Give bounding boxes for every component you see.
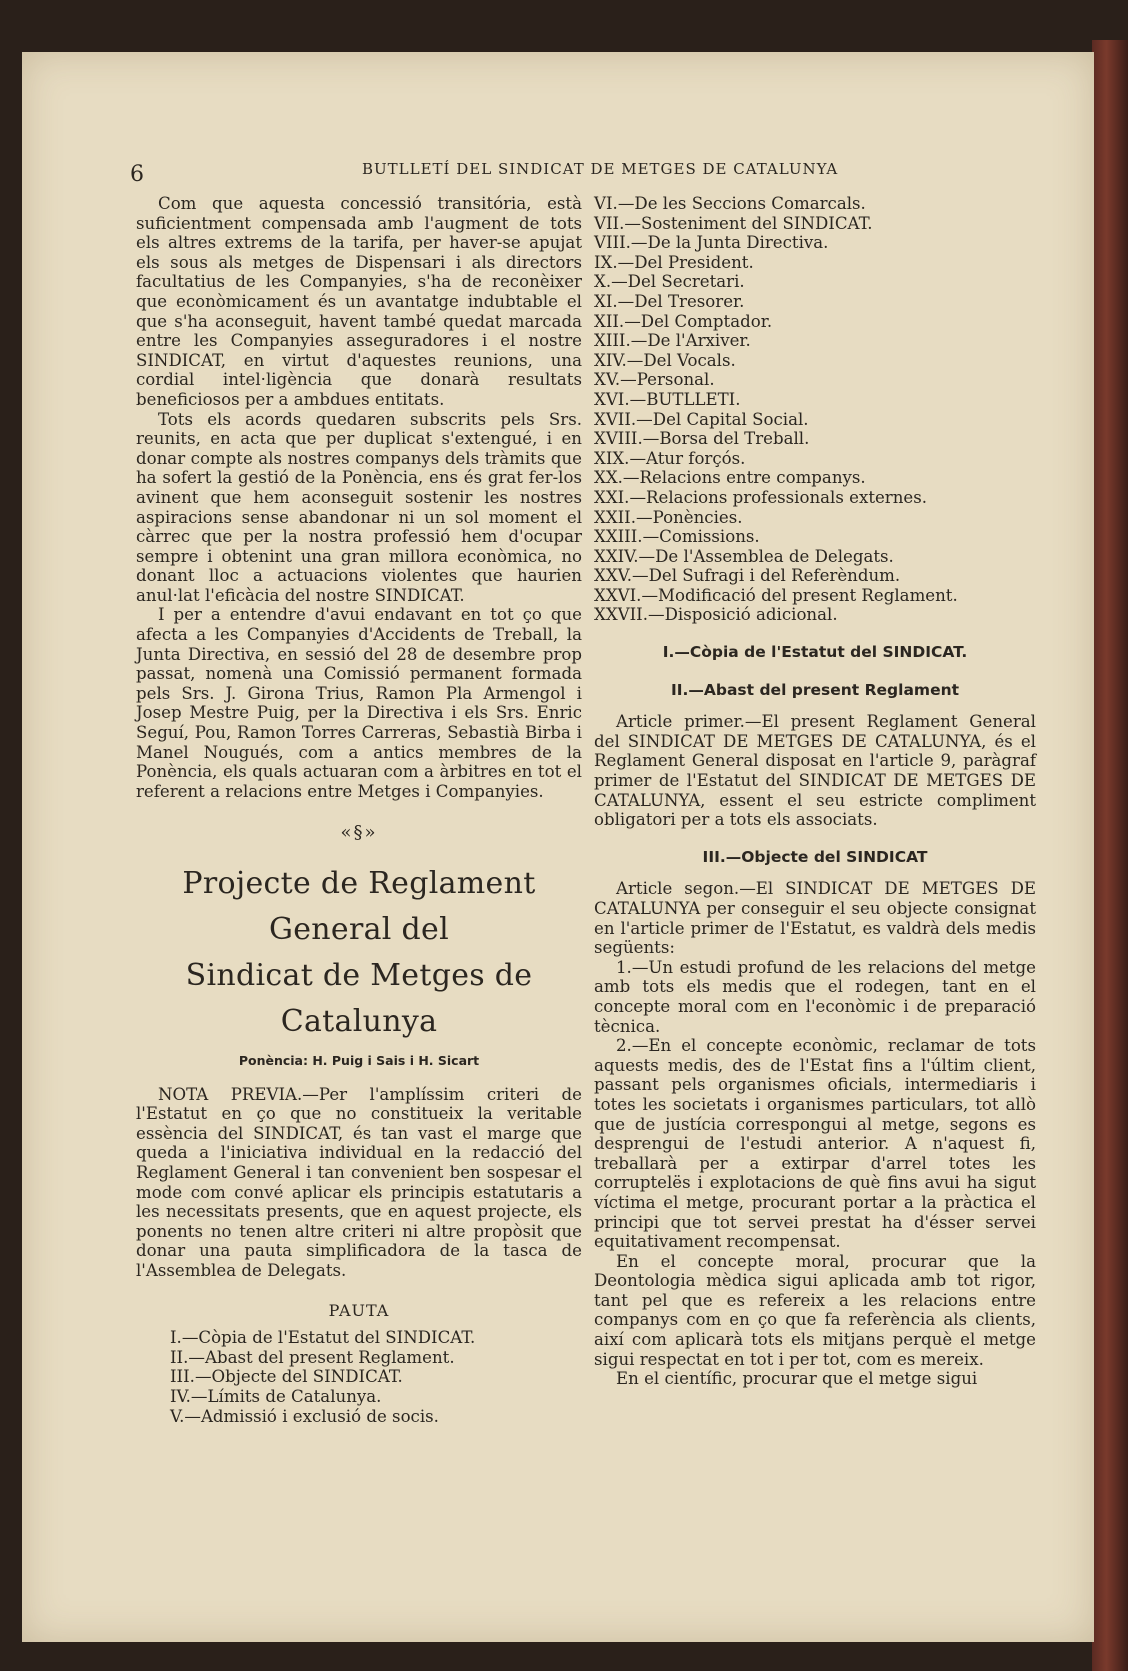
- running-head: BUTLLETÍ DEL SINDICAT DE METGES DE CATALUNYA: [362, 160, 839, 178]
- page-number: 6: [130, 162, 144, 187]
- pauta-item: X.—Del Secretari.: [594, 272, 745, 292]
- pauta-list: [136, 1328, 582, 1426]
- pauta-item: XI.—Del Tresorer.: [594, 291, 745, 311]
- article-title: [136, 861, 582, 1045]
- pauta-item: XXVII.—Disposició adicional.: [594, 605, 838, 625]
- pauta-item: XXIV.—De l'Assemblea de Delegats.: [594, 546, 894, 566]
- paragraph: En el científic, procurar que el metge sigui: [616, 1369, 978, 1389]
- paragraph: Tots els acords quedaren subscrits pels Srs. reunits, en acta que per duplicat s'extengué, i en donar compte als nostres companys dels tràmits que ha sofert la gestió de la Ponència, ens és grat fer-los avinent que hem aconseguit sostenir les nostres aspiracions sense abandonar ni un sol moment el càrrec que per la nostra professió hem d'ocupar sempre i obtenint una gran millora econòmica, no donant lloc a actuacions violentes que haurien anul·lat l'eficàcia del nostre SINDICAT.: [136, 409, 582, 605]
- pauta-item: XVI.—BUTLLETI.: [594, 389, 741, 409]
- paragraph: En el concepte moral, procurar que la Deontologia mèdica sigui aplicada amb tot rigor, tant pel que es refereix a les relacions entre companys com en ço que fa referència als clients, així com aplicarà tots els mitjans perquè el metge sigui respectat en tot i per tot, com es mereix.: [594, 1251, 1036, 1369]
- pauta-item: IX.—Del President.: [594, 252, 754, 272]
- pauta-item: VIII.—De la Junta Directiva.: [594, 233, 829, 253]
- paragraph: Article primer.—El present Reglament General del SINDICAT DE METGES DE CATALUNYA, és el Reglament General disposat en l'article 9, paràgraf primer de l'Estatut del SINDICAT DE METGES DE CATALUNYA, essent el seu estricte compliment obligatori per a tots els associats.: [594, 712, 1036, 830]
- section-heading: III.—Objecte del SINDICAT: [702, 847, 928, 866]
- article-title-line: Sindicat de Metges de Catalunya: [185, 958, 533, 1039]
- paragraph: Article segon.—El SINDICAT DE METGES DE CATALUNYA per conseguir el seu objecte consignat en l'article primer de l'Estatut, es valdrà dels medis següents:: [594, 879, 1036, 958]
- paragraph: Com que aquesta concessió transitória, està suficientment compensada amb l'augment de tots els altres extrems de la tarifa, per haver-se apujat els sous als metges de Dispensari i als directors facultatius de les Companyies, s'ha de reconèixer que econòmicament és un avantatge indubtable el que s'ha aconseguit, havent també quedat marcada entre les Companyies asseguradores i el nostre SINDICAT, en virtut d'aquestes reunions, una cordial intel·ligència que donarà resultats beneficiosos per a ambdues entitats.: [136, 194, 582, 409]
- pauta-item: VI.—De les Seccions Comarcals.: [594, 194, 866, 213]
- pauta-item: II.—Abast del present Reglament.: [170, 1347, 455, 1367]
- pauta-item: IV.—Límits de Catalunya.: [170, 1386, 382, 1406]
- pauta-item: XXVI.—Modificació del present Reglament.: [594, 585, 958, 605]
- paragraph: 2.—En el concepte econòmic, reclamar de tots aquests medis, des de l'Estat fins a l'últim client, passant pels organismes oficials, intermediaris i totes les societats i organismes particulars, tot allò que de justícia correspongui al metge, segons es desprengui de l'estudi anterior. A n'aquest fi, treballarà per a extirpar d'arrel totes les corruptelës i explotacions de què fins avui ha sigut víctima el metge, procurant portar a la pràctica el principi que tot servei prestat ha d'ésser servei equitativament recompensat.: [594, 1036, 1036, 1252]
- pauta-item: XV.—Personal.: [594, 370, 715, 390]
- pauta-continuation-list: [594, 194, 1036, 625]
- article-title-line: Projecte de Reglament General del: [182, 866, 536, 947]
- pauta-item: XIX.—Atur forçós.: [594, 448, 746, 468]
- pauta-item: XXI.—Relacions professionals externes.: [594, 487, 928, 507]
- paragraph: 1.—Un estudi profund de les relacions del metge amb tots els medis que el rodegen, tant en el concepte moral com en l'econòmic i de preparació tècnica.: [594, 957, 1036, 1036]
- book-binding: [1092, 40, 1128, 1671]
- pauta-heading: PAUTA: [328, 1300, 390, 1320]
- pauta-item: V.—Admissió i exclusió de socis.: [170, 1406, 439, 1426]
- section-heading: II.—Abast del present Reglament: [670, 680, 960, 699]
- pauta-item: III.—Objecte del SINDICAT.: [170, 1367, 403, 1387]
- ornament-divider: «§»: [340, 822, 378, 844]
- pauta-item: XII.—Del Comptador.: [594, 311, 773, 331]
- section-heading: I.—Còpia de l'Estatut del SINDICAT.: [662, 643, 968, 662]
- pauta-item: XXIII.—Comissions.: [594, 527, 760, 547]
- pauta-item: XIV.—Del Vocals.: [594, 350, 736, 370]
- document-page: [22, 52, 1094, 1642]
- right-column: [594, 194, 1036, 1389]
- pauta-item: XVIII.—Borsa del Treball.: [594, 429, 810, 449]
- pauta-item: XXV.—Del Sufragi i del Referèndum.: [594, 566, 901, 586]
- pauta-item: XXII.—Ponències.: [594, 507, 743, 527]
- pauta-item: XX.—Relacions entre companys.: [594, 468, 866, 488]
- pauta-item: XIII.—De l'Arxiver.: [594, 331, 751, 351]
- pauta-item: I.—Còpia de l'Estatut del SINDICAT.: [170, 1328, 476, 1348]
- ponencia-byline: Ponència: H. Puig i Sais i H. Sicart: [238, 1053, 480, 1068]
- left-column: [136, 194, 582, 1426]
- nota-previa: NOTA PREVIA.—Per l'amplíssim criteri de l'Estatut en ço que no constitueix la veritable essència del SINDICAT, és tan vast el marge que queda a l'iniciativa individual en la redacció del Reglament General i tan convenient ben sospesar el mode com convé aplicar els principis estatutaris a les necessitats presents, que en aquest projecte, els ponents no tenen altre criteri ni altre propòsit que donar una pauta simplificadora de la tasca de l'Assemblea de Delegats.: [136, 1084, 582, 1280]
- pauta-item: XVII.—Del Capital Social.: [594, 409, 809, 429]
- pauta-item: VII.—Sosteniment del SINDICAT.: [594, 213, 873, 233]
- paragraph: I per a entendre d'avui endavant en tot ço que afecta a les Companyies d'Accidents de Treball, la Junta Directiva, en sessió del 28 de desembre prop passat, nomenà una Comissió permanent formada pels Srs. J. Girona Trius, Ramon Pla Armengol i Josep Mestre Puig, per la Directiva i els Srs. Enric Seguí, Pou, Ramon Torres Carreras, Sebastià Birba i Manel Nougués, com a antics membres de la Ponència, els quals actuaran com a àrbitres en tot el referent a relacions entre Metges i Companyies.: [136, 605, 582, 801]
